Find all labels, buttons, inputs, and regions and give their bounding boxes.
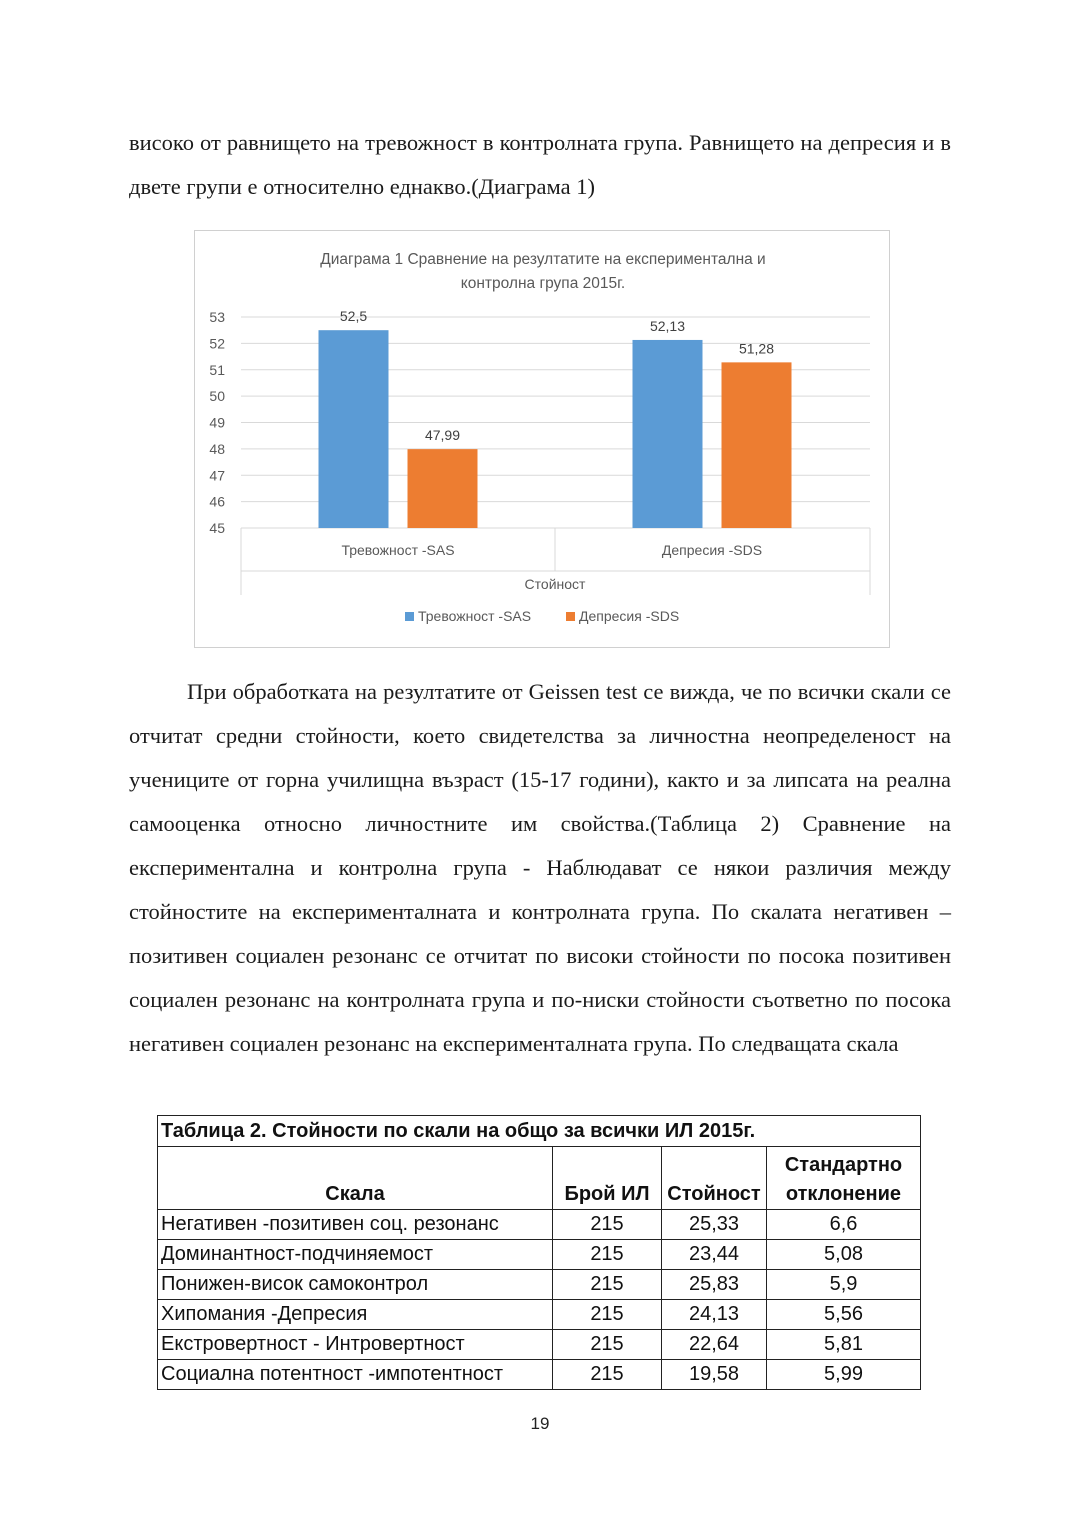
table-row xyxy=(158,1210,921,1240)
cell-value: 19,58 xyxy=(662,1360,767,1390)
chart-title-line-2: контролна група 2015г. xyxy=(460,275,626,292)
y-tick-label: 46 xyxy=(209,493,225,510)
x-category-label: Депресия -SDS xyxy=(661,542,763,558)
data-label: 51,28 xyxy=(738,340,775,357)
bar-anxiety xyxy=(319,330,389,528)
bar-depression xyxy=(408,449,478,528)
bar-chart xyxy=(194,230,890,648)
x-category-label: Тревожност -SAS xyxy=(341,542,455,558)
paragraph-2: При обработката на резултатите от Geissen test се вижда, че по всички скали се отчитат средни стойности, което свидетелства за личностна неопределеност на учениците от горна училищна възраст (15-17 години), както и за липсата на реална самооценка относно личностните им свойства.(Таблица 2) Сравнение на експериментална и контролна група - Наблюдават се някои различия между стойностите на експерименталната и контролната група. По скалата негативен – позитивен социален резонанс се отчитат по високи стойности по посока позитивен социален резонанс на контролната група и по-ниски стойности съответно по посока негативен социален резонанс на експерименталната група. По следващата скала xyxy=(129,679,951,1056)
cell-count: 215 xyxy=(553,1270,662,1300)
legend-label: Тревожност -SAS xyxy=(418,608,532,624)
y-tick-label: 50 xyxy=(209,388,225,405)
header-scale: Скала xyxy=(158,1147,553,1210)
header-sd-line2: отклонение xyxy=(785,1183,902,1205)
table-header-row xyxy=(158,1147,921,1210)
legend-swatch xyxy=(405,612,414,621)
legend-swatch xyxy=(566,612,575,621)
data-label: 47,99 xyxy=(424,427,461,444)
bar-anxiety xyxy=(633,340,703,528)
cell-count: 215 xyxy=(553,1240,662,1270)
table-row xyxy=(158,1360,921,1390)
paragraph-1: високо от равнището на тревожност в контролната група. Равнището на депресия и в двете групи е относително еднакво.(Диаграма 1) xyxy=(129,130,951,199)
cell-count: 215 xyxy=(553,1300,662,1330)
table-row xyxy=(158,1300,921,1330)
header-sd-line1: Стандартно xyxy=(784,1154,903,1176)
cell-scale: Негативен -позитивен соц. резонанс xyxy=(158,1210,553,1240)
table-row xyxy=(158,1270,921,1300)
cell-scale: Хипомания -Депресия xyxy=(158,1300,553,1330)
cell-scale: Понижен-висок самоконтрол xyxy=(158,1270,553,1300)
y-tick-label: 52 xyxy=(209,335,225,352)
cell-sd: 5,9 xyxy=(767,1270,921,1300)
header-sd xyxy=(767,1147,921,1210)
legend-label: Депресия -SDS xyxy=(579,608,680,624)
x-axis-title: Стойност xyxy=(524,576,586,592)
data-table xyxy=(157,1115,921,1390)
cell-scale: Социална потентност -импотентност xyxy=(158,1360,553,1390)
cell-value: 25,33 xyxy=(662,1210,767,1240)
cell-value: 22,64 xyxy=(662,1330,767,1360)
table-2 xyxy=(157,1115,921,1390)
cell-sd: 5,99 xyxy=(767,1360,921,1390)
y-tick-label: 51 xyxy=(209,361,225,378)
y-tick-label: 49 xyxy=(209,414,225,431)
data-label: 52,5 xyxy=(339,308,368,325)
cell-sd: 5,08 xyxy=(767,1240,921,1270)
chart-canvas xyxy=(195,231,891,649)
table-row xyxy=(158,1330,921,1360)
header-count: Брой ИЛ xyxy=(553,1147,662,1210)
y-tick-label: 48 xyxy=(209,440,225,457)
table-caption: Таблица 2. Стойности по скали на общо за всички ИЛ 2015г. xyxy=(158,1116,921,1147)
cell-count: 215 xyxy=(553,1210,662,1240)
page-number: 19 xyxy=(530,1414,550,1433)
cell-sd: 5,81 xyxy=(767,1330,921,1360)
cell-value: 23,44 xyxy=(662,1240,767,1270)
cell-value: 25,83 xyxy=(662,1270,767,1300)
y-tick-label: 53 xyxy=(209,309,225,325)
cell-scale: Екстровертност - Интровертност xyxy=(158,1330,553,1360)
cell-count: 215 xyxy=(553,1330,662,1360)
cell-count: 215 xyxy=(553,1360,662,1390)
chart-title-line-1: Диаграма 1 Сравнение на резултатите на експериментална и xyxy=(320,251,766,268)
y-tick-label: 47 xyxy=(209,467,225,484)
y-tick-label: 45 xyxy=(209,520,225,536)
cell-value: 24,13 xyxy=(662,1300,767,1330)
table-caption-row xyxy=(158,1116,921,1147)
header-value: Стойност xyxy=(662,1147,767,1210)
cell-sd: 6,6 xyxy=(767,1210,921,1240)
cell-sd: 5,56 xyxy=(767,1300,921,1330)
data-label: 52,13 xyxy=(649,317,686,334)
table-row xyxy=(158,1240,921,1270)
bar-depression xyxy=(722,362,792,528)
cell-scale: Доминантност-подчиняемост xyxy=(158,1240,553,1270)
